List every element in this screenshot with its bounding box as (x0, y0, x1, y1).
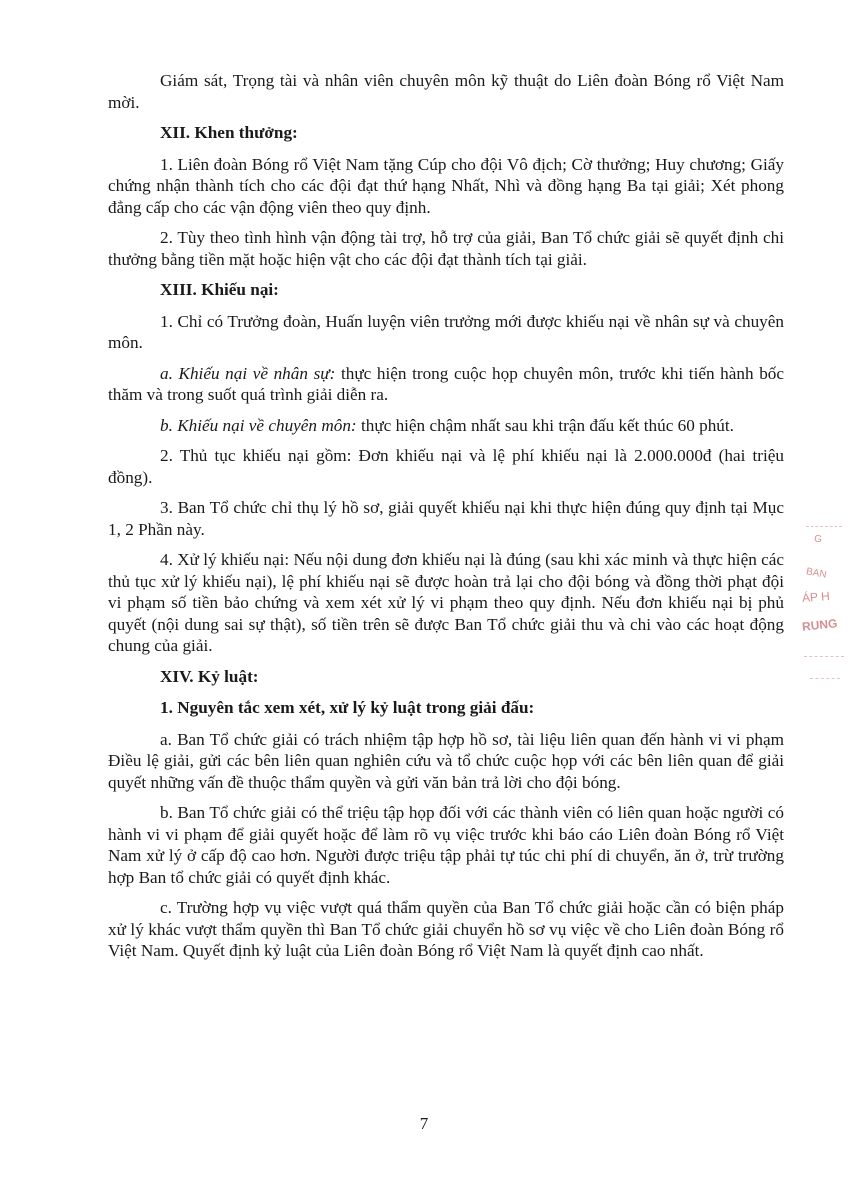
complaint-personnel-label: a. Khiếu nại về nhân sự: (160, 363, 336, 383)
stamp-edge-line (810, 678, 840, 679)
complaint-personnel-text: thực hiện trong cuộc họp chuyên môn, trước khi tiến hành bốc thăm và trong suốt quá trình giải diễn ra. (108, 363, 785, 404)
subsection-heading-discipline-principles: 1. Nguyên tắc xem xét, xử lý kỷ luật trong giải đấu: (160, 698, 535, 717)
paragraph-organizers: Giám sát, Trọng tài và nhân viên chuyên môn kỹ thuật do Liên đoàn Bóng rổ Việt Nam mời. (108, 71, 784, 112)
section-heading-rewards: XII. Khen thưởng: (160, 123, 298, 142)
stamp-text-fragment: G (813, 533, 823, 546)
paragraph-complaints-2: 2. Thủ tục khiếu nại gồm: Đơn khiếu nại và lệ phí khiếu nại là 2.000.000đ (hai triệu đồng). (108, 446, 784, 487)
stamp-text-fragment: BAN (805, 566, 828, 581)
paragraph-rewards-2: 2. Tùy theo tình hình vận động tài trợ, hỗ trợ của giải, Ban Tổ chức giải sẽ quyết định chi thưởng bằng tiền mặt hoặc hiện vật cho các đội đạt thành tích tại giải. (108, 228, 784, 269)
red-seal-stamp-fragment (800, 520, 848, 690)
paragraph-complaints-a (108, 363, 784, 406)
paragraph-discipline-a: a. Ban Tổ chức giải có trách nhiệm tập hợp hồ sơ, tài liệu liên quan đến hành vi vi phạm Điều lệ giải, gửi các bên liên quan nghiên cứu và tổ chức cuộc họp với các bên liên quan để giải quyết những vấn đề thuộc thẩm quyền và gửi văn bản trả lời cho đội bóng. (108, 729, 784, 792)
stamp-text-fragment: ÁP H (801, 589, 831, 605)
complaint-technical-label: b. Khiếu nại về chuyên môn: (160, 415, 357, 435)
section-heading-discipline: XIV. Kỷ luật: (160, 666, 259, 686)
paragraph-rewards-1: 1. Liên đoàn Bóng rổ Việt Nam tặng Cúp cho đội Vô địch; Cờ thưởng; Huy chương; Giấy chứng nhận thành tích cho các đội đạt thứ hạng Nhất, Nhì và đồng hạng Ba tại giải; Xét phong đẳng cấp cho các vận động viên theo quy định. (108, 154, 784, 217)
page-number: 7 (419, 1114, 429, 1133)
document-body (108, 70, 784, 971)
stamp-edge-line (806, 526, 842, 527)
paragraph-complaints-1: 1. Chỉ có Trưởng đoàn, Huấn luyện viên trưởng mới được khiếu nại về nhân sự và chuyên môn. (108, 311, 784, 352)
section-heading-complaints: XIII. Khiếu nại: (160, 280, 279, 299)
paragraph-complaints-b (108, 415, 784, 437)
stamp-edge-line (804, 656, 844, 657)
paragraph-discipline-c: c. Trường hợp vụ việc vượt quá thẩm quyền của Ban Tổ chức giải hoặc cần có biện pháp xử lý khác vượt thẩm quyền thì Ban Tổ chức giải chuyển hồ sơ vụ việc về cho Liên đoàn Bóng rổ Việt Nam. Quyết định kỷ luật của Liên đoàn Bóng rổ Việt Nam là quyết định cao nhất. (108, 898, 784, 960)
complaint-technical-text: thực hiện chậm nhất sau khi trận đấu kết thúc 60 phút. (356, 415, 734, 435)
paragraph-discipline-b: b. Ban Tổ chức giải có thể triệu tập họp đối với các thành viên có liên quan hoặc người có hành vi vi phạm để giải quyết hoặc để làm rõ vụ việc trước khi báo cáo Liên đoàn Bóng rổ Việt Nam xử lý ở cấp độ cao hơn. Người được triệu tập phải tự túc chi phí di chuyển, ăn ở, trừ trường hợp Ban tổ chức giải có quyết định khác. (108, 803, 784, 887)
paragraph-complaints-4: 4. Xử lý khiếu nại: Nếu nội dung đơn khiếu nại là đúng (sau khi xác minh và thực hiện các thủ tục xử lý khiếu nại), lệ phí khiếu nại sẽ được hoàn trả lại cho đội bóng và đồng thời phạt đội vi phạm số tiền bảo chứng và xem xét xử lý vi phạm theo quy định. Nếu đơn khiếu nại bị phủ quyết (nội dung sai sự thật), số tiền trên sẽ được Ban Tổ chức giải thu và chi vào các hoạt động chung của giải. (108, 550, 784, 655)
stamp-text-fragment: RUNG (801, 616, 838, 634)
paragraph-complaints-3: 3. Ban Tổ chức chỉ thụ lý hồ sơ, giải quyết khiếu nại khi thực hiện đúng quy định tại Mục 1, 2 Phần này. (108, 498, 784, 539)
